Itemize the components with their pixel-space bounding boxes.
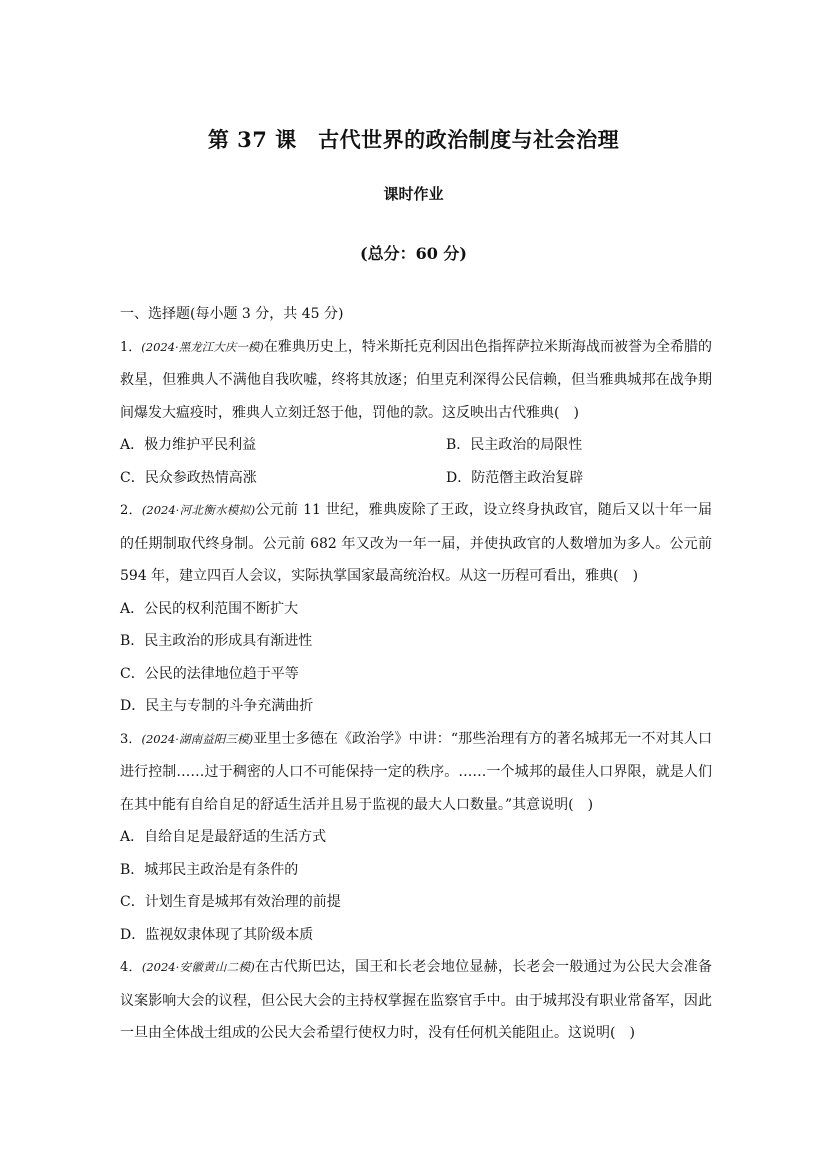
page-title: 第 37 课 古代世界的政治制度与社会治理 xyxy=(207,127,620,152)
option-d[interactable]: D．防范僭主政治复辟 xyxy=(446,469,584,486)
option-b[interactable]: B．民主政治的形成具有渐进性 xyxy=(120,633,313,649)
question-2-stem xyxy=(120,494,712,593)
question-source: (2024·湖南益阳三模) xyxy=(141,731,254,746)
option-c[interactable]: C．计划生育是城邦有效治理的前提 xyxy=(120,894,341,910)
question-4-stem xyxy=(120,951,712,1050)
option-b[interactable]: B．民主政治的局限性 xyxy=(446,437,583,453)
question-number: 4． xyxy=(120,960,142,975)
question-text: 在古代斯巴达，国王和长老会地位显赫，长老会一般通过为公民大会准备议案影响大会的议程，但公民大会的主持权掌握在监察官手中。由于城邦没有职业常备军，因此一旦由全体战士组成的公民大会希望行使权力时，没有任何机关能阻止。这说明( ) xyxy=(120,959,712,1041)
question-1-options-row-1 xyxy=(120,429,712,462)
question-list xyxy=(120,298,712,1050)
option-c[interactable]: C．民众参政热情高涨 xyxy=(120,469,257,486)
option-c[interactable]: C．公民的法律地位趋于平等 xyxy=(120,665,299,682)
section-heading: 一、选择题(每小题 3 分，共 45 分) xyxy=(120,306,344,322)
question-source: (2024·黑龙江大庆一模) xyxy=(141,339,264,354)
question-1-stem xyxy=(120,331,712,430)
option-b[interactable]: B．城邦民主政治是有条件的 xyxy=(120,861,299,878)
question-text: 在雅典历史上，特米斯托克利因出色指挥萨拉米斯海战而被誉为全希腊的救星，但雅典人不满他自我吹嘘，终将其放逐；伯里克利深得公民信赖，但当雅典城邦在战争期间爆发大瘟疫时，雅典人立刻迁怒于他，罚他的款。这反映出古代雅典( ) xyxy=(120,338,713,421)
option-d[interactable]: D．民主与专制的斗争充满曲折 xyxy=(120,698,314,714)
question-number: 2． xyxy=(120,503,142,518)
question-number: 3． xyxy=(120,731,142,747)
question-source: (2024·安徽黄山二模) xyxy=(141,960,255,974)
question-text: 公元前 11 世纪，雅典废除了王政，设立终身执政官，随后又以十年一届的任期制取代终身制。公元前 682 年又改为一年一届，并使执政官的人数增加为多人。公元前 594 年，建立四百人会议，实际执掌国家最高统治权。从这一历程可看出，雅典( ) xyxy=(120,502,712,584)
total-score: (总分：60 分) xyxy=(360,244,467,263)
option-a[interactable]: A．自给自足是最舒适的生活方式 xyxy=(120,829,327,845)
page-subtitle: 课时作业 xyxy=(383,185,444,203)
question-text: 亚里士多德在《政治学》中讲：“那些治理有方的著名城邦无一不对其人口进行控制……过于稠密的人口不可能保持一定的秩序。……一个城邦的最佳人口界限，就是人们在其中能有自给自足的舒适生活并且易于监视的最大人口数量。”其意说明( ) xyxy=(120,730,712,813)
question-number: 1． xyxy=(120,339,142,355)
question-3-stem xyxy=(120,723,712,822)
question-source: (2024·河北衡水模拟) xyxy=(141,503,256,517)
option-a[interactable]: A．公民的权利范围不断扩大 xyxy=(120,600,299,617)
option-a[interactable]: A．极力维护平民利益 xyxy=(120,437,257,453)
option-d[interactable]: D．监视奴隶体现了其阶级本质 xyxy=(120,926,314,943)
question-1-options-row-2 xyxy=(120,462,712,495)
